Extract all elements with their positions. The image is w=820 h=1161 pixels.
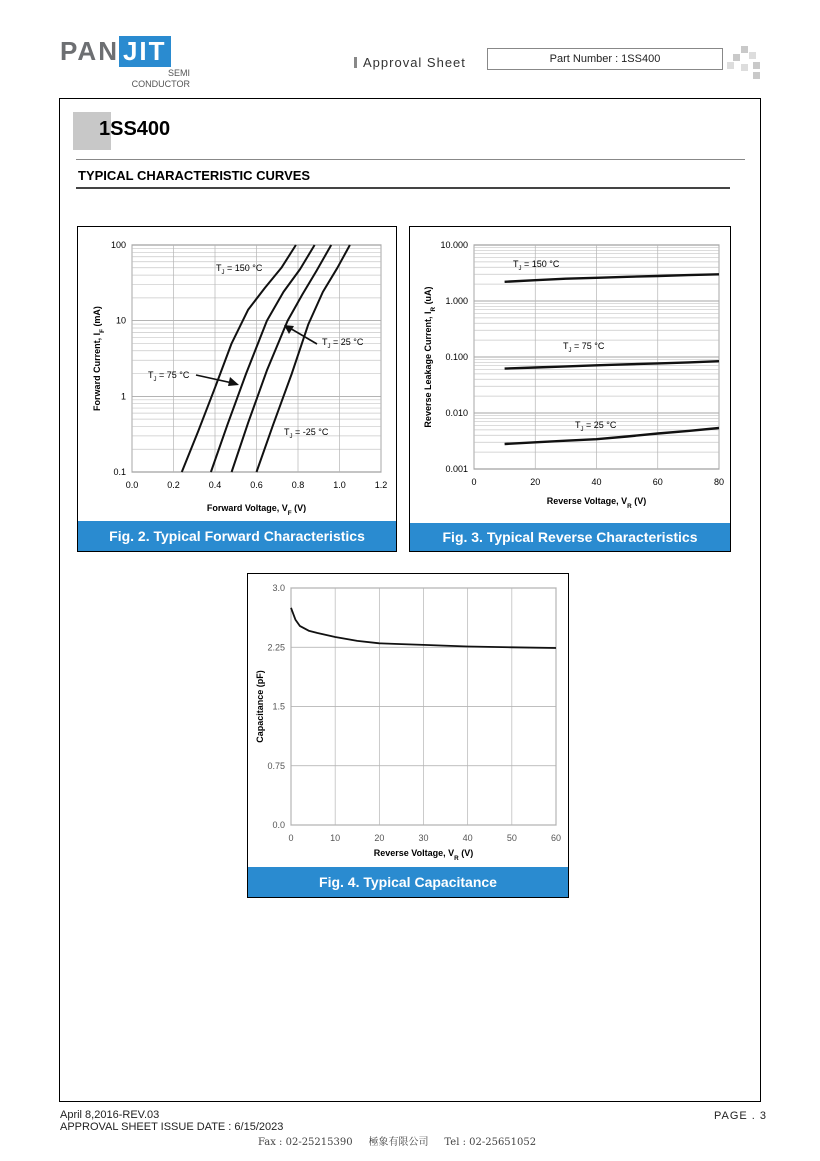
x-tick-label: 40: [462, 833, 473, 843]
fig4-plot: [248, 574, 570, 870]
page-number: PAGE . 3: [714, 1110, 768, 1122]
x-tick-label: 0: [471, 477, 477, 487]
x-tick-label: 0.2: [167, 480, 180, 490]
x-axis-label: Reverse Voltage, $V_R$ (V): [373, 848, 474, 862]
x-axis-label: Reverse Voltage, $V_R$ (V): [546, 496, 647, 510]
x-tick-label: 1.2: [374, 480, 388, 490]
x-tick-label: 60: [652, 477, 663, 487]
x-tick-label: 80: [713, 477, 725, 487]
fig4-caption: Fig. 4. Typical Capacitance: [248, 867, 568, 897]
x-tick-label: 0.4: [208, 480, 222, 490]
issue-date: APPROVAL SHEET ISSUE DATE : 6/15/2023: [60, 1121, 284, 1133]
x-tick-label: 1.0: [333, 480, 346, 490]
annotation-tj-150: $T_J = 150$ °C: [216, 263, 263, 276]
x-tick-label: 60: [550, 833, 562, 843]
annotation-tj-25: $T_J = 25$ °C: [322, 337, 364, 350]
x-tick-label: 10: [330, 833, 341, 843]
part-number-box: Part Number : 1SS400: [487, 48, 723, 70]
page-title: 1SS400: [99, 118, 171, 140]
annotation-tj-150: $T_J = 150$ °C: [513, 259, 560, 272]
y-tick-label: 0.1: [113, 467, 126, 477]
contact-line: Fax : 02-25215390 極象有限公司 Tel : 02-25651052: [258, 1137, 537, 1148]
company-logo: [60, 36, 171, 67]
logo-jit: JIT: [119, 36, 171, 67]
annotation-tj-25: $T_J = 25$ °C: [575, 420, 617, 433]
annotation-tj-75: $T_J = 75$ °C: [563, 341, 605, 354]
logo-sub-semi: SEMI: [167, 68, 190, 78]
x-tick-label: 30: [418, 833, 429, 843]
decorative-squares: [727, 46, 763, 80]
y-tick-label: 0.100: [445, 352, 468, 362]
y-tick-label: 0.0: [272, 820, 285, 830]
y-tick-label: 0.001: [445, 464, 468, 474]
y-tick-label: 0.010: [445, 408, 468, 418]
y-tick-label: 10: [115, 315, 126, 326]
x-tick-label: 0.6: [250, 480, 263, 490]
approval-sheet-label: Approval Sheet: [354, 55, 466, 70]
x-tick-label: 40: [591, 477, 602, 487]
fig2-forward-chart: [77, 226, 397, 552]
y-tick-label: 1.000: [445, 296, 468, 306]
fig3-plot: [410, 227, 732, 527]
fig2-caption: Fig. 2. Typical Forward Characteristics: [78, 521, 396, 551]
y-axis-label: Forward Current, $I_F$ (mA): [92, 306, 106, 411]
revision-date: April 8,2016-REV.03: [60, 1109, 160, 1121]
fig3-reverse-chart: [409, 226, 731, 552]
annotation-tj-minus25: $T_J = -25$ °C: [284, 427, 329, 440]
y-axis-label: Reverse Leakage Current, $I_R$ (uA): [423, 286, 437, 428]
x-axis-label: Forward Voltage, $V_F$ (V): [206, 503, 307, 517]
x-tick-label: 0.8: [291, 480, 305, 490]
fig3-caption: Fig. 3. Typical Reverse Characteristics: [410, 523, 730, 551]
logo-pan: PAN: [60, 36, 119, 66]
title-divider: [76, 159, 745, 160]
y-tick-label: 0.75: [267, 760, 285, 771]
x-tick-label: 0: [288, 833, 294, 843]
y-tick-label: 1: [120, 391, 126, 402]
y-tick-label: 1.5: [272, 701, 285, 712]
fig4-capacitance-chart: [247, 573, 569, 898]
annotation-tj-75: $T_J = 75$ °C: [148, 370, 190, 383]
logo-sub-conductor: CONDUCTOR: [131, 79, 190, 89]
section-divider: [76, 187, 730, 189]
x-tick-label: 0.0: [125, 480, 139, 490]
y-tick-label: 100: [110, 240, 126, 250]
x-tick-label: 20: [374, 833, 385, 843]
x-tick-label: 50: [506, 833, 517, 843]
section-heading: TYPICAL CHARACTERISTIC CURVES: [78, 168, 311, 183]
logo-subtitle: [120, 68, 190, 90]
y-tick-label: 2.25: [267, 642, 285, 653]
y-axis-label: Capacitance (pF): [255, 670, 265, 743]
y-tick-label: 3.0: [272, 583, 285, 593]
x-tick-label: 20: [530, 477, 541, 487]
y-tick-label: 10.000: [440, 240, 468, 250]
fig2-plot: [78, 227, 398, 527]
